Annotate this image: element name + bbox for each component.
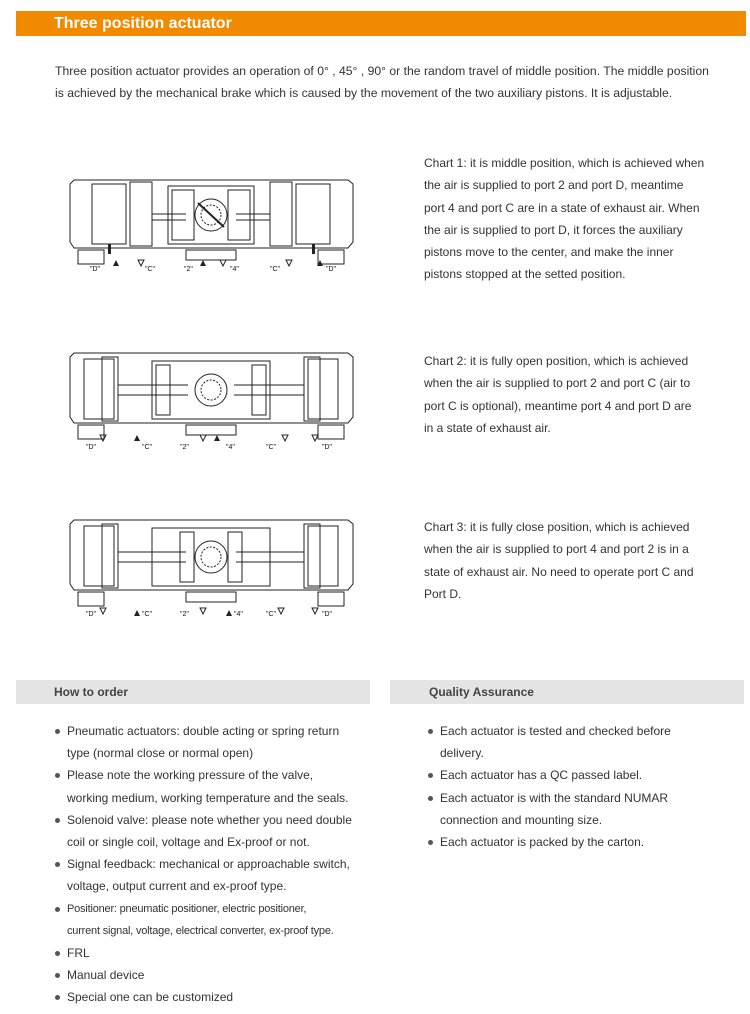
bullet-icon <box>428 840 433 845</box>
list-item-line: Special one can be customized <box>67 990 234 1005</box>
list-item <box>55 853 370 897</box>
port-label: "C" <box>142 444 153 451</box>
list-item-line: Positioner: pneumatic positioner, electric positioner, <box>67 902 307 915</box>
caption-line: in a state of exhaust air. <box>424 420 551 435</box>
list-item <box>55 986 370 1008</box>
port-label: "4" <box>234 611 243 618</box>
chart-1-caption <box>424 152 706 286</box>
port-label: "2" <box>184 266 193 273</box>
list-item-line: Pneumatic actuators: double acting or spring return <box>67 724 340 738</box>
bullet-icon <box>55 773 60 778</box>
intro-paragraph <box>55 60 715 104</box>
caption-line: port 4 and port C are in a state of exhaust air. When <box>424 200 700 215</box>
bullet-icon <box>55 907 60 912</box>
list-item <box>55 898 370 942</box>
caption-line: pistons move to the center, and make the inner <box>424 245 674 260</box>
bullet-icon <box>55 951 60 956</box>
port-label: "D" <box>86 611 97 618</box>
port-label: "4" <box>230 266 239 273</box>
bullet-icon <box>55 729 60 734</box>
actuator-diagram-middle-position <box>68 170 358 282</box>
port-label: "D" <box>86 444 97 451</box>
list-item <box>55 720 370 764</box>
port-label: "C" <box>145 266 156 273</box>
how-to-order-heading <box>16 680 370 704</box>
list-item-line: type (normal close or normal open) <box>67 746 254 761</box>
list-item-line: connection and mounting size. <box>440 812 603 827</box>
port-label: "C" <box>270 266 281 273</box>
actuator-diagram-close-position <box>68 512 358 624</box>
list-item <box>428 831 728 853</box>
section-title: Three position actuator <box>16 11 746 36</box>
caption-line: the air is supplied to port D, it forces the auxiliary <box>424 222 683 237</box>
port-label: "4" <box>226 444 235 451</box>
list-item-line: working medium, working temperature and the seals. <box>67 790 349 805</box>
caption-line: Chart 3: it is fully close position, which is achieved <box>424 520 690 534</box>
caption-line: when the air is supplied to port 4 and port 2 is in a <box>424 542 689 557</box>
actuator-diagram-open-position <box>68 345 358 457</box>
list-item-line: Each actuator has a QC passed label. <box>440 768 643 783</box>
caption-line: when the air is supplied to port 2 and port C (air to <box>424 376 691 391</box>
list-item-line: Please note the working pressure of the valve, <box>67 768 314 783</box>
intro-line: is achieved by the mechanical brake which is caused by the movement of the two auxiliary pistons. It is adjustable. <box>55 86 673 100</box>
bullet-icon <box>55 862 60 867</box>
list-item-line: current signal, voltage, electrical converter, ex-proof type. <box>67 924 334 937</box>
list-item-line: coil or single coil, voltage and Ex-proof or not. <box>67 835 310 850</box>
list-item <box>428 787 728 831</box>
list-item <box>55 942 370 964</box>
how-to-order-heading-text: How to order <box>54 685 128 699</box>
list-item <box>55 809 370 853</box>
port-label: "C" <box>266 611 277 618</box>
chart-2-caption <box>424 350 706 439</box>
caption-line: port C is optional), meantime port 4 and port D are <box>424 398 692 413</box>
caption-line: Chart 2: it is fully open position, which is achieved <box>424 354 689 368</box>
bullet-icon <box>428 729 433 734</box>
quality-assurance-heading <box>390 680 744 704</box>
caption-line: state of exhaust air. No need to operate port C and <box>424 564 694 579</box>
quality-assurance-heading-text: Quality Assurance <box>429 685 534 699</box>
list-item-line: delivery. <box>440 746 484 761</box>
intro-line: Three position actuator provides an operation of 0° , 45° , 90° or the random travel of middle position. The middle position <box>55 64 709 78</box>
list-item-line: Each actuator is packed by the carton. <box>440 835 645 850</box>
port-label: "D" <box>322 611 333 618</box>
list-item-line: Each actuator is with the standard NUMAR <box>440 790 669 805</box>
list-item <box>428 764 728 786</box>
list-item <box>55 964 370 986</box>
caption-line: the air is supplied to port 2 and port D, meantime <box>424 178 684 193</box>
list-item-line: voltage, output current and ex-proof type. <box>67 879 287 894</box>
bullet-icon <box>55 973 60 978</box>
port-label: "D" <box>90 266 101 273</box>
caption-line: pistons stopped at the setted position. <box>424 267 626 282</box>
port-label: "C" <box>142 611 153 618</box>
port-label: "2" <box>180 444 189 451</box>
port-label: "D" <box>322 444 333 451</box>
chart-3-caption <box>424 516 706 605</box>
caption-line: Port D. <box>424 586 462 601</box>
list-item-line: Each actuator is tested and checked before <box>440 724 671 738</box>
port-label: "C" <box>266 444 277 451</box>
bullet-icon <box>55 995 60 1000</box>
list-item <box>55 764 370 808</box>
list-item-line: Manual device <box>67 968 145 983</box>
list-item-line: Solenoid valve: please note whether you need double <box>67 812 352 827</box>
quality-assurance-list <box>428 720 728 853</box>
bullet-icon <box>428 773 433 778</box>
how-to-order-list <box>55 720 370 1009</box>
list-item-line: FRL <box>67 946 90 961</box>
bullet-icon <box>55 818 60 823</box>
port-label: "2" <box>180 611 189 618</box>
port-label: "D" <box>326 266 337 273</box>
list-item <box>428 720 728 764</box>
caption-line: Chart 1: it is middle position, which is achieved when <box>424 156 705 170</box>
list-item-line: Signal feedback: mechanical or approachable switch, <box>67 857 350 872</box>
bullet-icon <box>428 796 433 801</box>
